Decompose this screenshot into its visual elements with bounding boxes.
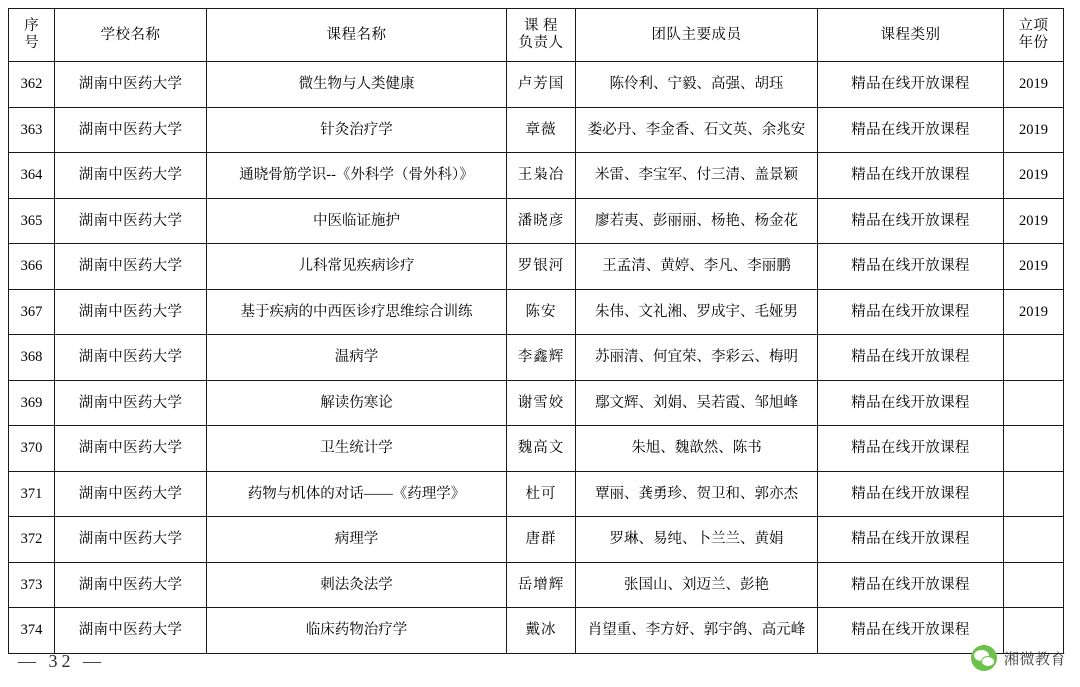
column-header-leader-line2: 负责人 bbox=[518, 35, 564, 51]
column-header-leader-line1: 课 程 bbox=[523, 18, 559, 35]
cell-type: 精品在线开放课程 bbox=[818, 426, 1004, 472]
table-row bbox=[9, 426, 1064, 472]
cell-seq: 373 bbox=[9, 562, 55, 608]
cell-year: 2019 bbox=[1004, 153, 1064, 199]
cell-year bbox=[1004, 380, 1064, 426]
table-row bbox=[9, 608, 1064, 654]
table-header-row bbox=[9, 9, 1064, 62]
table-row bbox=[9, 517, 1064, 563]
table-body bbox=[9, 62, 1064, 654]
cell-seq: 364 bbox=[9, 153, 55, 199]
table-row bbox=[9, 244, 1064, 290]
cell-seq: 367 bbox=[9, 289, 55, 335]
cell-course: 卫生统计学 bbox=[207, 426, 507, 472]
cell-leader: 卢芳国 bbox=[507, 62, 576, 108]
cell-leader: 杜可 bbox=[507, 471, 576, 517]
cell-leader: 谢雪姣 bbox=[507, 380, 576, 426]
cell-school: 湖南中医药大学 bbox=[55, 62, 207, 108]
cell-members: 肖望重、李方妤、郭宇鸽、高元峰 bbox=[576, 608, 818, 654]
cell-school: 湖南中医药大学 bbox=[55, 289, 207, 335]
column-header-seq-line1: 序 bbox=[24, 18, 39, 35]
cell-type: 精品在线开放课程 bbox=[818, 289, 1004, 335]
cell-year: 2019 bbox=[1004, 107, 1064, 153]
table-row bbox=[9, 335, 1064, 381]
cell-members: 王孟清、黄婷、李凡、李丽鹏 bbox=[576, 244, 818, 290]
cell-course: 药物与机体的对话——《药理学》 bbox=[207, 471, 507, 517]
cell-members: 苏丽清、何宜荣、李彩云、梅明 bbox=[576, 335, 818, 381]
column-header-members: 团队主要成员 bbox=[576, 9, 818, 62]
cell-year bbox=[1004, 562, 1064, 608]
cell-course: 中医临证施护 bbox=[207, 198, 507, 244]
cell-year: 2019 bbox=[1004, 62, 1064, 108]
cell-members: 覃丽、龚勇珍、贺卫和、郭亦杰 bbox=[576, 471, 818, 517]
cell-leader: 魏高文 bbox=[507, 426, 576, 472]
cell-type: 精品在线开放课程 bbox=[818, 153, 1004, 199]
cell-year bbox=[1004, 471, 1064, 517]
cell-type: 精品在线开放课程 bbox=[818, 335, 1004, 381]
cell-type: 精品在线开放课程 bbox=[818, 62, 1004, 108]
cell-year: 2019 bbox=[1004, 289, 1064, 335]
cell-type: 精品在线开放课程 bbox=[818, 244, 1004, 290]
cell-type: 精品在线开放课程 bbox=[818, 198, 1004, 244]
cell-leader: 岳增辉 bbox=[507, 562, 576, 608]
cell-school: 湖南中医药大学 bbox=[55, 380, 207, 426]
cell-type: 精品在线开放课程 bbox=[818, 517, 1004, 563]
cell-school: 湖南中医药大学 bbox=[55, 335, 207, 381]
table-header bbox=[9, 9, 1064, 62]
column-header-course: 课程名称 bbox=[207, 9, 507, 62]
cell-course: 解读伤寒论 bbox=[207, 380, 507, 426]
table-row bbox=[9, 62, 1064, 108]
cell-leader: 罗银河 bbox=[507, 244, 576, 290]
cell-members: 张国山、刘迈兰、彭艳 bbox=[576, 562, 818, 608]
table-row bbox=[9, 562, 1064, 608]
cell-seq: 365 bbox=[9, 198, 55, 244]
cell-members: 米雷、李宝军、付三清、盖景颖 bbox=[576, 153, 818, 199]
cell-course: 温病学 bbox=[207, 335, 507, 381]
column-header-year-line2: 年份 bbox=[1018, 35, 1049, 51]
column-header-school: 学校名称 bbox=[55, 9, 207, 62]
cell-leader: 王枭冶 bbox=[507, 153, 576, 199]
cell-school: 湖南中医药大学 bbox=[55, 198, 207, 244]
cell-course: 微生物与人类健康 bbox=[207, 62, 507, 108]
cell-leader: 李鑫辉 bbox=[507, 335, 576, 381]
cell-seq: 363 bbox=[9, 107, 55, 153]
cell-type: 精品在线开放课程 bbox=[818, 562, 1004, 608]
cell-members: 鄢文辉、刘娟、吴若霞、邹旭峰 bbox=[576, 380, 818, 426]
cell-members: 廖若夷、彭丽丽、杨艳、杨金花 bbox=[576, 198, 818, 244]
cell-members: 娄必丹、李金香、石文英、余兆安 bbox=[576, 107, 818, 153]
cell-course: 儿科常见疾病诊疗 bbox=[207, 244, 507, 290]
course-list-table bbox=[8, 8, 1064, 654]
table-row bbox=[9, 107, 1064, 153]
column-header-type: 课程类别 bbox=[818, 9, 1004, 62]
cell-members: 陈伶利、宁毅、高强、胡珏 bbox=[576, 62, 818, 108]
cell-school: 湖南中医药大学 bbox=[55, 562, 207, 608]
cell-year: 2019 bbox=[1004, 198, 1064, 244]
cell-school: 湖南中医药大学 bbox=[55, 153, 207, 199]
cell-leader: 戴冰 bbox=[507, 608, 576, 654]
table-row bbox=[9, 289, 1064, 335]
cell-leader: 唐群 bbox=[507, 517, 576, 563]
table-row bbox=[9, 198, 1064, 244]
cell-leader: 章薇 bbox=[507, 107, 576, 153]
cell-school: 湖南中医药大学 bbox=[55, 471, 207, 517]
cell-leader: 潘晓彦 bbox=[507, 198, 576, 244]
cell-members: 朱伟、文礼湘、罗成宇、毛娅男 bbox=[576, 289, 818, 335]
cell-course: 刺法灸法学 bbox=[207, 562, 507, 608]
cell-school: 湖南中医药大学 bbox=[55, 517, 207, 563]
watermark-label: 湘微教育 bbox=[1003, 650, 1066, 668]
cell-seq: 362 bbox=[9, 62, 55, 108]
cell-school: 湖南中医药大学 bbox=[55, 426, 207, 472]
cell-seq: 368 bbox=[9, 335, 55, 381]
cell-year bbox=[1004, 426, 1064, 472]
cell-seq: 372 bbox=[9, 517, 55, 563]
cell-seq: 369 bbox=[9, 380, 55, 426]
watermark-badge bbox=[971, 645, 1066, 671]
cell-seq: 374 bbox=[9, 608, 55, 654]
cell-school: 湖南中医药大学 bbox=[55, 107, 207, 153]
column-header-leader bbox=[507, 9, 576, 62]
column-header-year bbox=[1004, 9, 1064, 62]
cell-members: 朱旭、魏歆然、陈书 bbox=[576, 426, 818, 472]
cell-course: 病理学 bbox=[207, 517, 507, 563]
cell-seq: 371 bbox=[9, 471, 55, 517]
cell-school: 湖南中医药大学 bbox=[55, 608, 207, 654]
cell-course: 临床药物治疗学 bbox=[207, 608, 507, 654]
column-header-seq bbox=[9, 9, 55, 62]
cell-course: 基于疾病的中西医诊疗思维综合训练 bbox=[207, 289, 507, 335]
cell-year bbox=[1004, 335, 1064, 381]
cell-course: 针灸治疗学 bbox=[207, 107, 507, 153]
cell-seq: 366 bbox=[9, 244, 55, 290]
cell-leader: 陈安 bbox=[507, 289, 576, 335]
cell-type: 精品在线开放课程 bbox=[818, 107, 1004, 153]
cell-type: 精品在线开放课程 bbox=[818, 471, 1004, 517]
column-header-year-line1: 立项 bbox=[1018, 18, 1049, 35]
cell-year bbox=[1004, 517, 1064, 563]
cell-type: 精品在线开放课程 bbox=[818, 608, 1004, 654]
cell-school: 湖南中医药大学 bbox=[55, 244, 207, 290]
table-row bbox=[9, 380, 1064, 426]
cell-seq: 370 bbox=[9, 426, 55, 472]
wechat-icon bbox=[971, 645, 997, 671]
table-row bbox=[9, 153, 1064, 199]
cell-year: 2019 bbox=[1004, 244, 1064, 290]
page-number: — 32 — bbox=[18, 651, 105, 671]
column-header-seq-line2: 号 bbox=[24, 35, 39, 51]
cell-course: 通晓骨筋学识--《外科学（骨外科）》 bbox=[207, 153, 507, 199]
cell-type: 精品在线开放课程 bbox=[818, 380, 1004, 426]
cell-members: 罗琳、易纯、卜兰兰、黄娟 bbox=[576, 517, 818, 563]
table-row bbox=[9, 471, 1064, 517]
